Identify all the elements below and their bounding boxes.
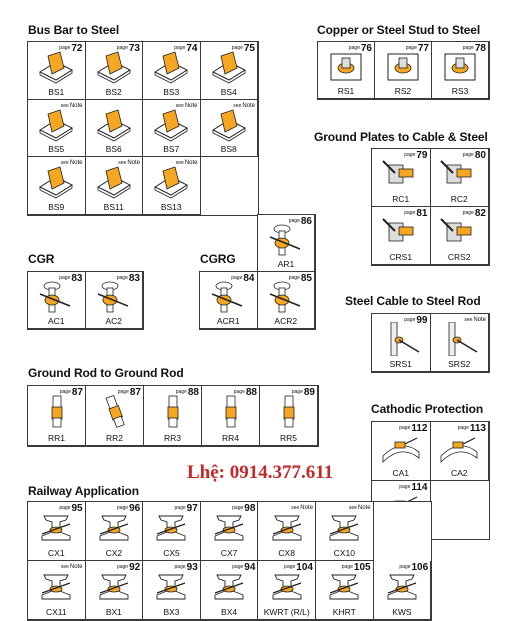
product-cell-bs3	[143, 42, 201, 100]
product-cell-bs5	[28, 100, 86, 158]
page-ref-number: 73	[128, 43, 140, 54]
page-ref-number: 82	[474, 208, 486, 219]
page-ref-number: Note	[357, 505, 371, 511]
page-ref-number: 87	[71, 387, 83, 398]
product-code: RR4	[221, 433, 239, 443]
page-ref-number: Note	[69, 102, 83, 109]
product-cell-cx10	[316, 502, 374, 561]
grid-cgrg-top	[257, 214, 316, 273]
product-cell-bs11	[86, 157, 144, 215]
page-ref-prefix: page	[116, 505, 129, 511]
product-cell-ac2	[86, 272, 144, 329]
page-ref-number: 81	[416, 208, 428, 219]
page-ref-prefix: page	[462, 152, 474, 158]
page-ref-number: 93	[186, 562, 198, 573]
product-cell-cx5	[143, 502, 201, 561]
grid-cgr	[27, 271, 144, 330]
page-ref-prefix: page	[59, 45, 71, 51]
page-ref-prefix: page	[232, 505, 244, 511]
page-ref-number: 83	[71, 273, 83, 284]
product-code: KWS	[392, 607, 412, 617]
page-ref-prefix: page	[404, 152, 416, 158]
page-ref-number: 99	[416, 315, 428, 326]
product-code: CA2	[450, 467, 468, 478]
product-code: AC2	[105, 316, 123, 326]
product-code: ACR1	[216, 316, 240, 326]
product-code: BS5	[48, 144, 65, 154]
page-ref-prefix: page	[116, 564, 129, 570]
product-code: SRS2	[448, 359, 471, 369]
page-ref-prefix: page	[117, 389, 129, 395]
product-code: CX7	[220, 548, 238, 558]
product-cell-bx4	[201, 561, 259, 620]
page-ref-prefix: page	[174, 505, 186, 511]
product-code: AR1	[277, 259, 295, 269]
product-code: RR5	[279, 433, 297, 443]
page-ref-number: 76	[360, 43, 372, 54]
product-cell-rr3	[144, 386, 202, 446]
product-cell-cx1	[28, 502, 86, 561]
product-cell-rs2	[375, 42, 432, 99]
product-cell-bs6	[86, 100, 144, 158]
page-ref-number: 75	[243, 43, 255, 54]
grid-railway	[27, 501, 432, 621]
product-code: BS6	[105, 144, 122, 154]
product-cell-bx1	[86, 561, 144, 620]
product-cell-ac1	[28, 272, 86, 329]
page-ref-number: Note	[300, 505, 313, 511]
product-cell-ar1	[258, 215, 315, 272]
product-cell-rr5	[260, 386, 318, 446]
product-cell-cx11	[28, 561, 86, 620]
page-ref-number: Note	[127, 160, 140, 166]
page-ref-prefix: see	[60, 160, 69, 166]
product-cell-ca2	[431, 422, 490, 481]
product-code: CRS1	[389, 252, 413, 262]
page-ref-number: Note	[184, 102, 198, 109]
product-code: RS2	[394, 86, 412, 96]
page-ref-prefix: see	[118, 160, 127, 166]
section-title-steel-cable: Steel Cable to Steel Rod	[345, 294, 481, 308]
grid-rod	[27, 385, 319, 447]
page-ref-prefix: page	[59, 505, 71, 511]
page-ref-prefix: page	[288, 218, 300, 224]
product-cell-acr1	[200, 272, 258, 329]
page-ref-number: 88	[245, 387, 257, 398]
product-code: BS13	[160, 201, 182, 212]
product-cell-rc2	[431, 149, 490, 207]
product-cell-rc1	[372, 149, 431, 207]
section-title-railway: Railway Application	[28, 484, 140, 498]
product-code: AC1	[47, 316, 65, 326]
product-code: BS11	[103, 201, 124, 212]
page-ref-number: Note	[69, 564, 83, 570]
page-ref-number: 72	[71, 43, 83, 54]
product-code: RC1	[392, 194, 410, 204]
page-ref-number: 104	[296, 562, 313, 573]
grid-bus-bar	[27, 41, 259, 216]
product-code: CX1	[48, 548, 65, 558]
product-cell-cx2	[86, 502, 144, 561]
section-title-rod: Ground Rod to Ground Rod	[28, 366, 184, 380]
page-ref-number: 84	[243, 273, 255, 284]
grid-steel-cable	[371, 313, 490, 373]
page-ref-number: 92	[129, 562, 141, 573]
grid-plates	[371, 148, 490, 266]
product-cell-bs7	[143, 100, 201, 158]
page-ref-prefix: page	[232, 564, 244, 570]
product-code: SRS1	[389, 359, 412, 369]
page-ref-number: 97	[186, 503, 198, 514]
grid-cgrg	[199, 271, 316, 330]
product-cell-rr1	[28, 386, 86, 446]
section-title-cgr: CGR	[28, 252, 55, 266]
page-ref-prefix: page	[404, 317, 416, 323]
product-code: BX4	[221, 607, 238, 617]
page-ref-number: 105	[353, 562, 371, 573]
page-ref-number: 112	[411, 423, 428, 434]
product-code: CRS2	[447, 252, 471, 262]
product-cell-bx3	[143, 561, 201, 620]
section-title-stud: Copper or Steel Stud to Steel	[317, 23, 481, 37]
page-ref-number: 78	[474, 43, 486, 54]
product-code: BX3	[163, 607, 180, 617]
page-ref-prefix: page	[348, 45, 360, 51]
product-cell-srs1	[372, 314, 431, 372]
page-ref-prefix: page	[291, 389, 303, 395]
page-ref-number: 94	[244, 562, 256, 573]
page-ref-prefix: page	[175, 389, 187, 395]
page-ref-number: Note	[242, 102, 255, 109]
product-code: RC2	[450, 194, 468, 204]
page-ref-prefix: page	[399, 483, 411, 490]
page-ref-prefix: page	[462, 210, 474, 216]
product-code: KWRT (R/L)	[263, 607, 310, 617]
product-cell-bs13	[143, 157, 201, 215]
product-cell-bs9	[28, 157, 86, 215]
page-ref-prefix: see	[464, 317, 473, 323]
page-ref-prefix: page	[405, 45, 417, 51]
product-code: RS1	[337, 86, 355, 96]
page-ref-number: 80	[474, 150, 486, 161]
product-code: BS7	[163, 144, 180, 154]
product-cell-crs2	[431, 207, 490, 265]
page-ref-prefix: page	[233, 389, 245, 395]
page-ref-number: 77	[417, 43, 429, 54]
grid-stud	[317, 41, 490, 100]
product-code: ACR2	[274, 316, 298, 326]
product-code: RR1	[47, 433, 65, 443]
page-ref-prefix: see	[175, 160, 184, 166]
product-code: BX1	[105, 607, 122, 617]
product-cell-crs1	[372, 207, 431, 265]
product-code: CX10	[333, 548, 355, 558]
page-ref-number: 79	[416, 150, 428, 161]
product-cell-ca1	[372, 422, 431, 481]
page-ref-number: 87	[129, 387, 141, 398]
page-ref-number: 83	[128, 273, 140, 284]
page-ref-prefix: page	[288, 275, 300, 281]
product-cell-rs1	[318, 42, 375, 99]
page-ref-number: Note	[473, 317, 486, 323]
page-ref-prefix: page	[341, 564, 353, 570]
page-ref-prefix: page	[59, 275, 71, 281]
contact-phone: Lhệ: 0914.377.611	[187, 462, 334, 483]
section-title-bus-bar: Bus Bar to Steel	[28, 23, 120, 37]
product-code: CX5	[163, 548, 180, 558]
page-ref-prefix: page	[231, 275, 243, 281]
page-ref-prefix: see	[60, 564, 69, 570]
product-code: CA1	[392, 467, 410, 478]
product-cell-acr2	[258, 272, 316, 329]
page-ref-number: 95	[71, 503, 83, 514]
page-ref-number: 96	[129, 503, 141, 514]
page-ref-number: 89	[303, 387, 315, 398]
page-ref-prefix: page	[462, 45, 474, 51]
product-cell-cx8	[258, 502, 316, 561]
product-code: CX2	[105, 548, 123, 558]
page-ref-prefix: see	[175, 102, 184, 109]
product-cell-cx7	[201, 502, 259, 561]
product-code: RS3	[451, 86, 469, 96]
section-title-cathodic: Cathodic Protection	[371, 402, 484, 416]
product-code: BS8	[220, 144, 237, 154]
page-ref-prefix: page	[457, 425, 469, 431]
product-cell-bs1	[28, 42, 86, 100]
page-ref-number: Note	[69, 160, 83, 166]
page-ref-prefix: page	[116, 45, 128, 51]
product-code: BS9	[48, 201, 65, 212]
product-code: CX11	[45, 607, 67, 617]
product-cell-rr2	[86, 386, 144, 446]
product-cell-bs4	[201, 42, 259, 100]
page-ref-prefix: page	[174, 564, 186, 570]
page-ref-prefix: page	[116, 275, 128, 281]
page-ref-number: 114	[411, 481, 428, 493]
page-ref-number: 86	[300, 216, 312, 227]
page-ref-number: 85	[300, 273, 312, 284]
product-cell-khrt	[316, 561, 374, 620]
product-cell-kwrt-r-l	[258, 561, 316, 620]
product-code: CX8	[278, 548, 295, 558]
page-ref-prefix: see	[348, 505, 357, 511]
page-ref-number: 106	[411, 562, 429, 573]
page-ref-prefix: page	[399, 564, 411, 570]
page-ref-number: 74	[186, 43, 198, 54]
page-ref-prefix: page	[399, 425, 411, 431]
page-ref-prefix: page	[59, 389, 71, 395]
page-ref-prefix: page	[284, 564, 296, 570]
product-code: BS3	[163, 86, 180, 97]
page-ref-number: 88	[187, 387, 199, 398]
product-code: RR2	[105, 433, 123, 443]
section-title-cgrg: CGRG	[200, 252, 236, 266]
section-title-plates: Ground Plates to Cable & Steel	[314, 130, 488, 144]
page-ref-number: 113	[469, 423, 486, 434]
product-cell-kws	[374, 561, 432, 620]
product-code: BS2	[105, 86, 122, 97]
product-cell-bs2	[86, 42, 144, 100]
page-ref-prefix: see	[60, 102, 69, 109]
page-ref-number: 98	[244, 503, 256, 514]
product-cell-rs3	[432, 42, 489, 99]
page-ref-number: Note	[184, 160, 198, 166]
product-code: BS4	[220, 86, 237, 97]
product-cell-srs2	[431, 314, 490, 372]
page-ref-prefix: page	[404, 210, 416, 216]
page-ref-prefix: page	[231, 45, 243, 51]
product-cell-bs8	[201, 100, 259, 158]
page-ref-prefix: page	[174, 45, 186, 51]
page-ref-prefix: see	[233, 102, 242, 109]
product-cell-rr4	[202, 386, 260, 446]
page-ref-prefix: see	[291, 505, 300, 511]
product-code: BS1	[48, 86, 65, 97]
product-code: KHRT	[332, 607, 356, 617]
product-code: RR3	[163, 433, 181, 443]
